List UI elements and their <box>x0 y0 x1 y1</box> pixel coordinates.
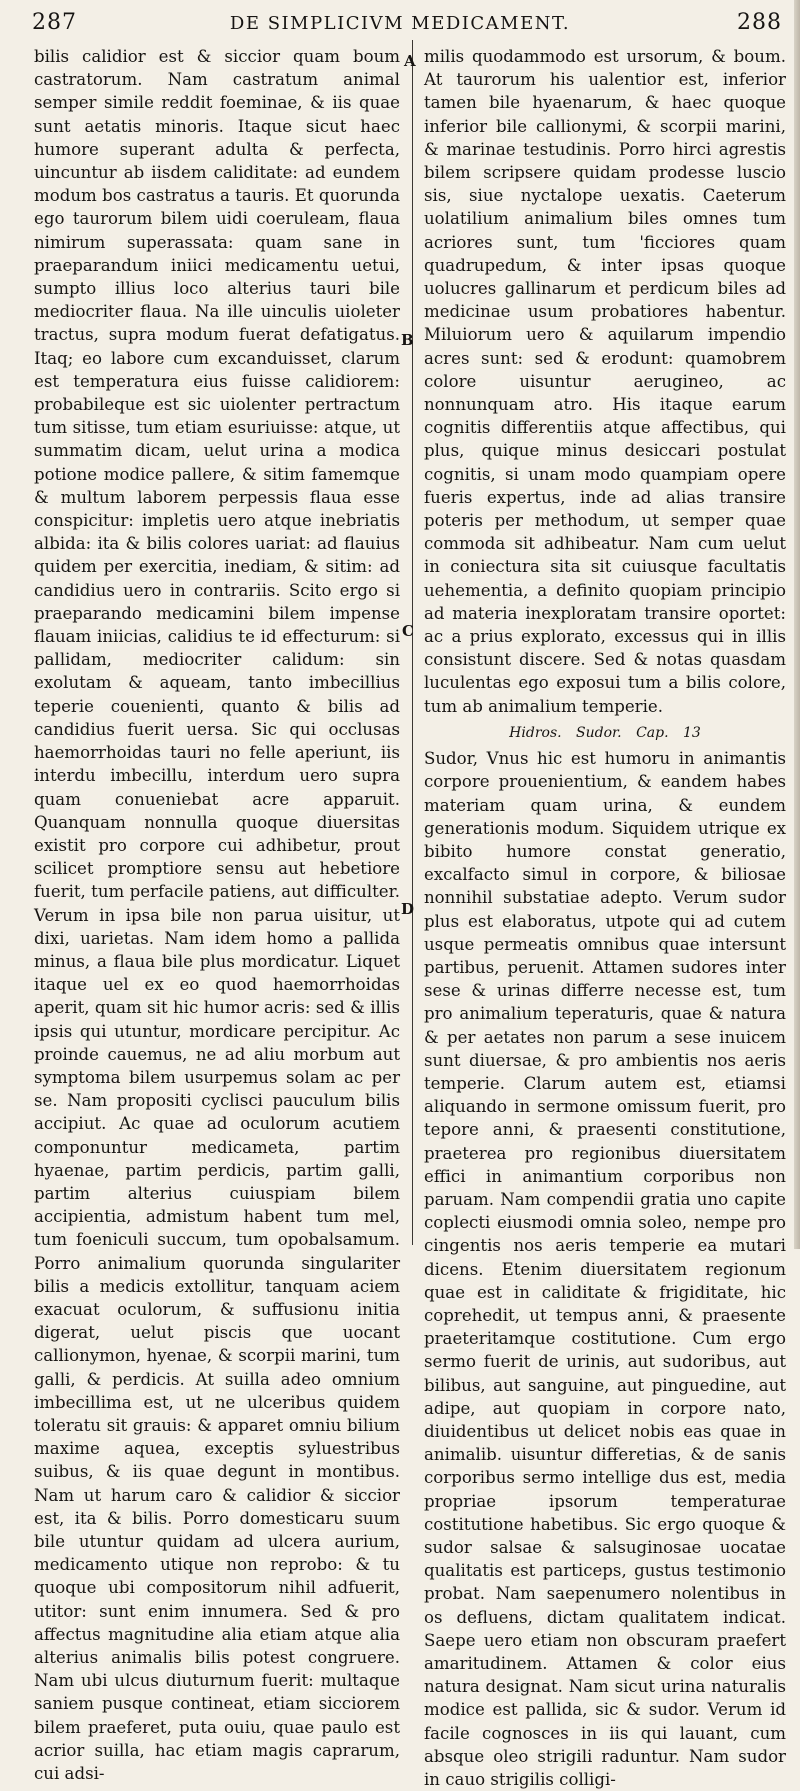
page-number-left: 287 <box>32 10 77 35</box>
margin-mark-a: A <box>404 52 416 70</box>
left-column <box>34 45 400 1785</box>
column-divider <box>412 40 413 1245</box>
left-column-text: bilis calidior est & siccior quam boum castratorum. Nam castratum animal semper simile reddit foeminae, & iis quae sunt aetatis minoris. Itaque sicut haec humore superant adulta & perfecta, uincuntur ab iisdem caliditate: ad eundem modum bos castratus a tauris. Et quorunda ego taurorum bilem uidi coeruleam, flaua nimirum superassata: quam sane in praeparandum iniici medicamentu uetui, sumpto illius loco alterius tauri bile mediocriter flaua. Na ille uinculis uioleter tractus, supra modum fuerat defatigatus. Itaq; eo labore cum excanduisset, clarum est temperatura eius fuisse calidiorem: probabileque est sic uiolenter pertractum tum sitisse, tum etiam esuriuisse: atque, ut summatim dicam, uelut urina a modica potione modice pallere, & sitim famemque & multum laborem perpessis flaua esse conspicitur: impletis uero atque inebriatis albida: ita & bilis colores uariat: ad flauius quidem per exercitia, inediam, & sitim: ad candidius uero in contrariis. Scito ergo si praeparando medicamini bilem impense flauam iniicias, calidius te id effecturum: si pallidam, mediocriter calidum: sin exolutam & aqueam, tanto imbecillius teperie couenienti, quanto & bilis ad candidius fuerit uersa. Sic qui occlusas haemorrhoidas tauri no felle aperiunt, iis interdu imbecillu, interdum uero supra quam conueniebat acre apparuit. Quanquam nonnulla quoque diuersitas existit pro corpore cui adhibetur, prout scilicet promptiore sensu aut hebetiore fuerit, tum perfacile patiens, aut difficulter. Verum in ipsa bile non parua uisitur, ut dixi, uarietas. Nam idem homo a pallida minus, a flaua bile plus mordicatur. Liquet itaque uel ex eo quod haemorrhoidas aperit, quam sit hic humor acris: sed & illis ipsis qui utuntur, mordicare percipitur. Ac proinde cauemus, ne ad aliu morbum aut symptoma bilem usurpemus solam ac per se. Nam propositi cyclisci pauculum bilis accipiut. Ac quae ad oculorum acutiem componuntur medicameta, partim hyaenae, partim perdicis, partim galli, partim alterius cuiuspiam bilem accipientia, admistum habent tum mel, tum foeniculi succum, tum opobalsamum. Porro animalium quorunda singulariter bilis a medicis extollitur, tanquam aciem exacuat oculorum, & suffusionu initia digerat, uelut piscis que uocant callionymon, hyenae, & scorpii marini, tum galli, & perdicis. At suilla adeo omnium imbecillima est, ut ne ulceribus quidem toleratu sit grauis: & apparet omniu bilium maxime aquea, exceptis syluestribus suibus, & iis quae degunt in montibus. Nam ut harum caro & calidior & siccior est, ita & bilis. Porro domesticaru suum bile utuntur quidam ad ulcera aurium, medicamento utique non reprobo: & tu quoque ubi compositorum nihil adfuerit, utitor: sunt enim innumera. Sed & pro affectus magnitudine alia etiam atque alia alterius animalis bilis potest congruere. Nam ubi ulcus diuturnum fuerit: multaque saniem pusque contineat, etiam sicciorem bilem praeferet, puta ouiu, quae paulo est acrior suilla, hac etiam magis caprarum, cui adsi- <box>34 47 400 1784</box>
chapter-heading: Hidros. Sudor. Cap. 13 <box>509 724 701 741</box>
page-number-right: 288 <box>737 10 782 35</box>
margin-mark-b: B <box>401 331 414 349</box>
page-edge <box>794 0 800 1249</box>
right-column <box>424 45 786 1791</box>
running-title: DE SIMPLICIVM MEDICAMENT. <box>229 13 571 34</box>
margin-mark-d: D <box>401 900 415 918</box>
running-header <box>0 0 800 44</box>
margin-mark-c: C <box>402 622 414 640</box>
right-column-text-after: Sudor, Vnus hic est humoru in animantis corpore prouenientium, & eandem habes materiam quam urina, & eundem generationis modum. Siquidem utrique ex bibito humore constat generatio, excalfacto simul in corpore, & biliosae nonnihil substatiae adepto. Verum sudor plus est elaboratus, utpote qui ad cutem usque permeatis omnibus quae intersunt partibus, peruenit. Attamen sudores inter sese & urinas differre necesse est, tum pro animalium teperaturis, quae & natura & per aetates non parum a sese inuicem sunt diuersae, & pro ambientis nos aeris temperie. Clarum autem est, etiamsi aliquando in sermone omissum fuerit, pro tepore anni, & praesenti constitutione, praeterea pro regionibus diuersitatem effici in animantium corporibus non paruam. Nam compendii gratia uno capite coplecti eiusmodi omnia soleo, nempe pro cingentis nos aeris temperie ea mutari dicens. Etenim diuersitatem regionum quae est in caliditate & frigiditate, hic coprehedit, ut tempus anni, & praesente praeteritamque costitutione. Cum ergo sermo fuerit de urinis, aut sudoribus, aut bilibus, aut sanguine, aut pinguedine, aut adipe, aut quopiam in corpore nato, diuidentibus ut delicet nobis eas quae in animalib. uisuntur differetias, & de sanis corporibus sermo intellige dus est, media propriae ipsorum temperaturae costitutione habetibus. Sic ergo quoque & sudor salsae & salsuginosae uocatae qualitatis est particeps, gustus testimonio probat. Nam saepenumero nolentibus in os defluens, dictam qualitatem indicat. Saepe uero etiam non obscuram praefert amaritudinem. Attamen & color eius natura designat. Nam sicut urina naturalis modice est pallida, sic & sudor. Verum id facile cognosces in iis qui lauant, cum absque oleo strigili raduntur. Nam sudor in cauo strigilis colligi- <box>424 749 786 1790</box>
right-column-text-before: milis quodammodo est ursorum, & boum. At taurorum his ualentior est, inferior tamen bile hyaenarum, & haec quoque inferior bile callionymi, & scorpii marini, & marinae testudinis. Porro hirci agrestis bilem scripsere quidam prodesse luscio sis, siue nyctalope uexatis. Caeterum uolatilium animalium biles omnes tum acriores sunt, tum 'ficciores quam quadrupedum, & inter ipsas quoque uolucres gallinarum et perdicum biles ad medicinae usum probatiores habentur. Miluiorum uero & aquilarum impendio acres sunt: sed & erodunt: quamobrem colore uisuntur aerugineo, ac nonnunquam atro. His itaque earum cognitis differentiis atque affectibus, qui plus, quique minus desiccari postulat cognitis, si unam modo quampiam opere fueris expertus, inde ad alias transire poteris per methodum, ut semper quae commoda sit adhibeatur. Nam cum uelut in coniectura sita sit cuiusque facultatis uehementia, a definito quopiam principio ad materia inexploratam transire oportet: ac a prius explorato, excessus qui in illis consistunt discere. Sed & notas quasdam luculentas ego exposui tum a bilis colore, tum ab animalium temperie. <box>424 47 786 716</box>
